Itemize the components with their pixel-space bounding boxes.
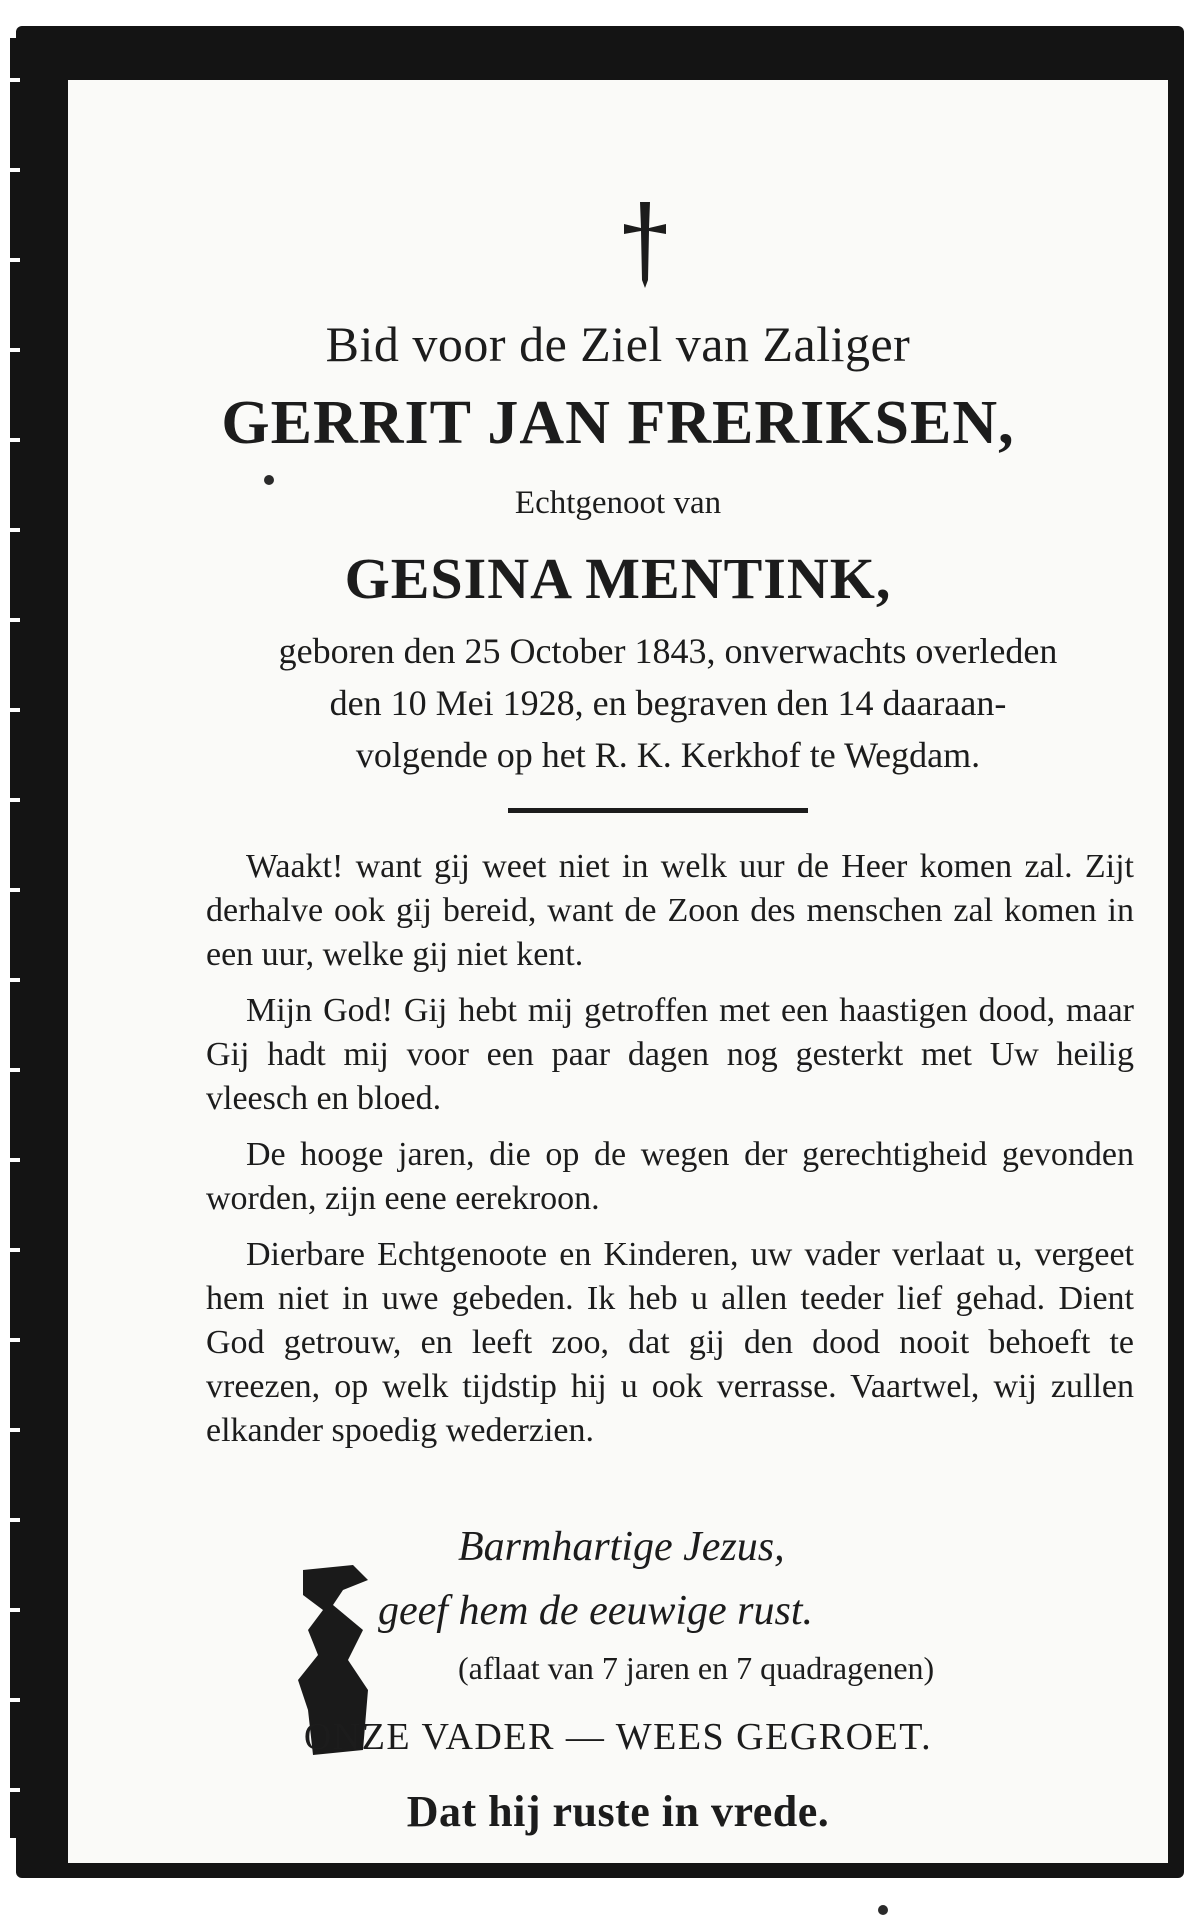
memorial-card-panel xyxy=(68,80,1168,1863)
mourning-border xyxy=(16,26,1184,1878)
verse-paragraph: Mijn God! Gij hebt mij getroffen met een haastigen dood, maar Gij hadt mij voor een paar dagen nog gesterkt met Uw heilig vleesch en bloed. xyxy=(206,992,1134,1117)
verses-block xyxy=(206,845,1134,1465)
spouse-intro: Echtgenoot van xyxy=(514,485,722,521)
dates-line: geboren den 25 October 1843, onverwachts overleden xyxy=(278,631,1058,671)
verse-paragraph: Waakt! want gij weet niet in welk uur de Heer komen zal. Zijt derhalve ook gij bereid, want de Zoon des menschen zal komen in een uur, welke gij niet kent. xyxy=(206,848,1134,973)
dates-line: volgende op het R. K. Kerkhof te Wegdam. xyxy=(355,735,981,775)
dates-line: den 10 Mei 1928, en begraven den 14 daaraan- xyxy=(329,683,1007,723)
life-dates xyxy=(198,625,1138,781)
indulgence-note: (aflaat van 7 jaren en 7 quadragenen) xyxy=(458,1650,935,1686)
heading-pray-for-soul: Bid voor de Ziel van Zaliger xyxy=(325,316,911,372)
print-speck xyxy=(264,475,274,485)
deceased-name: GERRIT JAN FRERIKSEN, xyxy=(221,389,1015,457)
rest-in-peace-line: Dat hij ruste in vrede. xyxy=(406,1787,830,1836)
invocation xyxy=(368,1515,1148,1643)
divider-rule xyxy=(508,808,808,813)
invocation-line: geef hem de eeuwige rust. xyxy=(378,1588,814,1634)
verse-paragraph: Dierbare Echtgenoote en Kinderen, uw vader verlaat u, vergeet hem niet in uwe gebeden. Ik heb u allen teeder lief gehad. Dient God getrouw, en leeft zoo, dat gij den dood nooit behoeft te vreezen, op welk tijdstip hij u ook verrasse. Vaartwel, wij zullen elkander spoedig wederzien. xyxy=(206,1236,1134,1449)
closing-prayers: ONZE VADER — WEES GEGROET. xyxy=(303,1716,933,1758)
cross-icon xyxy=(620,200,670,290)
invocation-line: Barmhartige Jezus, xyxy=(458,1524,785,1570)
spouse-name: GESINA MENTINK, xyxy=(344,546,892,611)
print-speck xyxy=(878,1905,888,1915)
verse-paragraph: De hooge jaren, die op de wegen der gerechtigheid gevonden worden, zijn eene eerekroon. xyxy=(206,1136,1134,1217)
